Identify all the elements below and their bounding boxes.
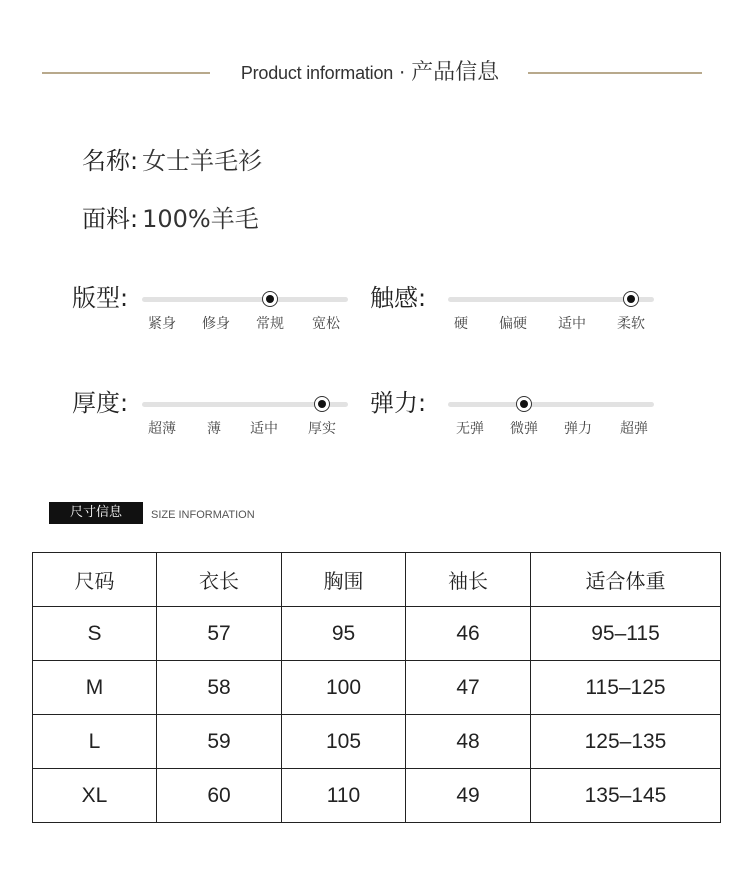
size-cell: M <box>33 661 157 715</box>
attribute-option: 超弹 <box>620 421 648 437</box>
attribute-option: 适中 <box>558 316 586 332</box>
fabric-value: 100%羊毛 <box>142 205 259 233</box>
length-cell: 60 <box>157 769 282 823</box>
header-cell-chest: 胸围 <box>282 553 406 607</box>
attribute-option: 柔软 <box>617 316 645 332</box>
chest-cell: 110 <box>282 769 406 823</box>
attribute-marker <box>516 396 532 412</box>
attribute-touch <box>370 283 670 343</box>
header-cell-length: 衣长 <box>157 553 282 607</box>
attribute-option: 紧身 <box>148 316 176 332</box>
size-info-subtitle: SIZE INFORMATION <box>151 509 255 521</box>
size-table-header <box>33 553 721 607</box>
attribute-fit <box>72 283 372 343</box>
attribute-option: 厚实 <box>308 421 336 437</box>
fabric-row <box>82 204 259 234</box>
attribute-marker <box>314 396 330 412</box>
attribute-option: 偏硬 <box>499 316 527 332</box>
chest-cell: 95 <box>282 607 406 661</box>
section-title <box>212 58 528 88</box>
header-cell-size: 尺码 <box>33 553 157 607</box>
size-table <box>32 552 721 823</box>
title-chinese: 产品信息 <box>411 60 500 85</box>
title-english: Product information <box>240 63 394 83</box>
product-name-value: 女士羊毛衫 <box>142 147 263 175</box>
table-row <box>33 715 721 769</box>
product-name-label: 名称: <box>82 147 139 175</box>
attribute-option: 修身 <box>202 316 230 332</box>
length-cell: 59 <box>157 715 282 769</box>
attribute-option: 弹力 <box>564 421 592 437</box>
attribute-marker <box>623 291 639 307</box>
header-cell-weight: 适合体重 <box>531 553 721 607</box>
length-cell: 57 <box>157 607 282 661</box>
attribute-label: 触感: <box>370 284 427 312</box>
attribute-label: 版型: <box>72 284 129 312</box>
header-cell-sleeve: 袖长 <box>406 553 531 607</box>
weight-cell: 135–145 <box>531 769 721 823</box>
attribute-track <box>142 297 348 302</box>
attribute-track <box>448 402 654 407</box>
size-cell: S <box>33 607 157 661</box>
weight-cell: 115–125 <box>531 661 721 715</box>
size-cell: XL <box>33 769 157 823</box>
weight-cell: 125–135 <box>531 715 721 769</box>
sleeve-cell: 47 <box>406 661 531 715</box>
sleeve-cell: 49 <box>406 769 531 823</box>
attribute-option: 宽松 <box>312 316 340 332</box>
sleeve-cell: 46 <box>406 607 531 661</box>
attribute-option: 超薄 <box>148 421 176 437</box>
chest-cell: 100 <box>282 661 406 715</box>
table-row <box>33 607 721 661</box>
size-cell: L <box>33 715 157 769</box>
table-row <box>33 769 721 823</box>
chest-cell: 105 <box>282 715 406 769</box>
attribute-option: 无弹 <box>456 421 484 437</box>
product-name-row <box>82 146 262 176</box>
title-separator: · <box>399 62 406 84</box>
fabric-label: 面料: <box>82 205 139 233</box>
header-divider-left <box>42 72 210 74</box>
attribute-option: 常规 <box>256 316 284 332</box>
weight-cell: 95–115 <box>531 607 721 661</box>
attribute-label: 弹力: <box>370 389 427 417</box>
attribute-label: 厚度: <box>72 389 129 417</box>
size-info-tag: 尺寸信息 <box>49 502 143 524</box>
attribute-thickness <box>72 388 372 448</box>
attribute-option: 硬 <box>454 316 468 332</box>
attribute-option: 微弹 <box>510 421 538 437</box>
sleeve-cell: 48 <box>406 715 531 769</box>
length-cell: 58 <box>157 661 282 715</box>
attribute-option: 薄 <box>207 421 221 437</box>
attribute-option: 适中 <box>250 421 278 437</box>
header-divider-right <box>528 72 702 74</box>
attribute-marker <box>262 291 278 307</box>
table-row <box>33 661 721 715</box>
attribute-elasticity <box>370 388 670 448</box>
